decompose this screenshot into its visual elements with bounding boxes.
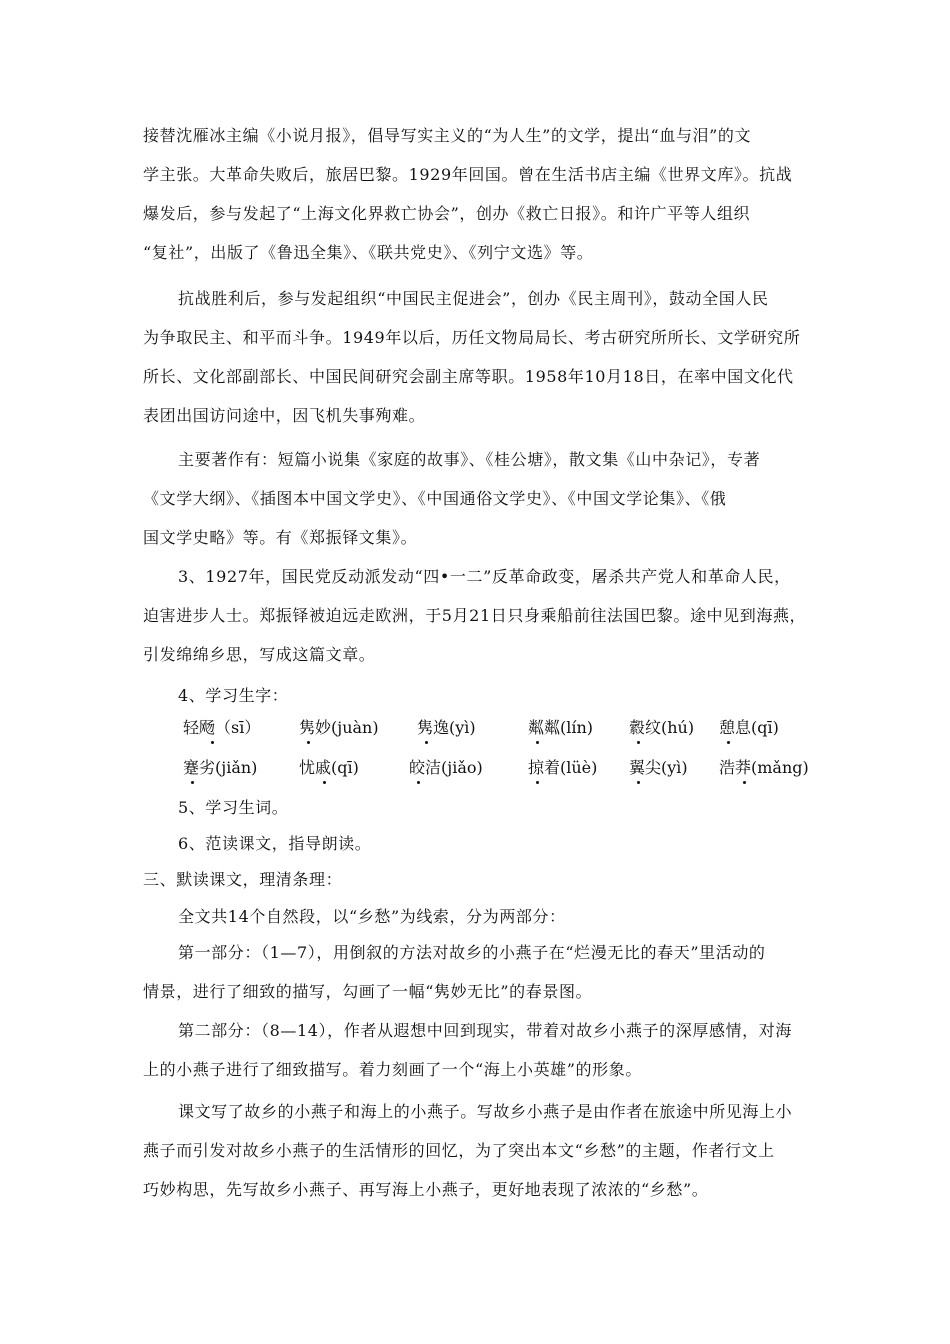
body-line: “复社”，出版了《鲁迅全集》、《联共党史》、《列宁文选》等。 <box>143 243 594 262</box>
body-line: 主要著作有：短篇小说集《家庭的故事》、《桂公塘》，散文集《山中杂记》，专著 <box>178 450 761 469</box>
emphasis-dot <box>417 781 420 784</box>
body-line: 全文共14个自然段，以“乡愁”为线索，分为两部分： <box>178 907 566 926</box>
emphasis-dot <box>743 781 746 784</box>
emphasis-dot <box>211 741 214 744</box>
body-line: 第二部分：（8—14），作者从遐想中回到现实，带着对故乡小燕子的深厚感情，对海 <box>178 1021 792 1040</box>
emphasis-dot <box>536 781 539 784</box>
body-line: 5、学习生词。 <box>178 798 289 817</box>
emphasis-dot <box>425 741 428 744</box>
body-line: 引发绵绵乡思，写成这篇文章。 <box>143 645 376 664</box>
emphasis-dot <box>727 741 730 744</box>
emphasis-dot <box>536 741 539 744</box>
body-line: 国文学史略》等。有《郑振铎文集》。 <box>143 528 418 547</box>
body-line: 《文学大纲》、《插图本中国文学史》、《中国通俗文学史》、《中国文学论集》、《俄 <box>143 489 727 508</box>
emphasis-dot <box>307 741 310 744</box>
body-line: 迫害进步人士。郑振铎被迫远走欧洲，于5月21日只身乘船前往法国巴黎。途中见到海燕， <box>143 606 807 625</box>
vocab-item: 浩莽(mǎng) <box>719 758 809 777</box>
body-line: 6、范读课文，指导朗读。 <box>178 834 372 853</box>
body-line: 情景，进行了细致的描写，勾画了一幅“隽妙无比”的春景图。 <box>143 982 593 1001</box>
body-line: 学主张。大革命失败后，旅居巴黎。1929年回国。曾在生活书店主编《世界文库》。抗战 <box>143 165 793 184</box>
body-line: 接替沈雁冰主编《小说月报》，倡导写实主义的“为人生”的文学，提出“血与泪”的文 <box>143 126 752 145</box>
vocab-item: 粼粼(lín) <box>528 718 594 737</box>
emphasis-dot <box>637 741 640 744</box>
vocab-item: 憩息(qī) <box>719 718 779 737</box>
vocab-item: 縠纹(hú) <box>629 718 695 737</box>
body-line: 为争取民主、和平而斗争。1949年以后，历任文物局局长、考古研究所所长、文学研究所 <box>143 328 801 347</box>
emphasis-dot <box>637 781 640 784</box>
vocab-item: 轻飏（sī） <box>183 718 261 737</box>
body-line: 所长、文化部副部长、中国民间研究会副主席等职。1958年10月18日，在率中国文化代 <box>143 367 794 386</box>
vocab-item: 掠着(lüè) <box>528 758 598 777</box>
body-line: 巧妙构思，先写故乡小燕子、再写海上小燕子，更好地表现了浓浓的“乡愁”。 <box>143 1180 709 1199</box>
vocab-item: 忧戚(qī) <box>299 758 359 777</box>
body-line: 课文写了故乡的小燕子和海上的小燕子。写故乡小燕子是由作者在旅途中所见海上小 <box>178 1102 793 1121</box>
vocab-item: 隽逸(yì) <box>417 718 476 737</box>
emphasis-dot <box>191 781 194 784</box>
vocab-item: 蹇劣(jiǎn) <box>183 758 258 777</box>
body-line: 上的小燕子进行了细致描写。着力刻画了一个“海上小英雄”的形象。 <box>143 1060 642 1079</box>
body-line: 4、学习生字： <box>178 686 289 705</box>
body-line: 抗战胜利后，参与发起组织“中国民主促进会”，创办《民主周刊》，鼓动全国人民 <box>178 289 769 308</box>
vocab-item: 翼尖(yì) <box>629 758 688 777</box>
section-heading: 三、默读课文，理清条理： <box>143 870 343 889</box>
body-line: 爆发后，参与发起了“上海文化界救亡协会”，创办《救亡日报》。和许广平等人组织 <box>143 204 751 223</box>
body-line: 3、1927年，国民党反动派发动“四•一二”反革命政变，屠杀共产党人和革命人民， <box>178 567 791 586</box>
vocab-item: 隽妙(juàn) <box>299 718 379 737</box>
body-line: 第一部分：（1—7），用倒叙的方法对故乡的小燕子在“烂漫无比的春天”里活动的 <box>178 943 766 962</box>
vocab-item: 皎洁(jiǎo) <box>409 758 483 777</box>
body-line: 表团出国访问途中，因飞机失事殉难。 <box>143 406 426 425</box>
body-line: 燕子而引发对故乡小燕子的生活情形的回忆，为了突出本文“乡愁”的主题，作者行文上 <box>143 1141 775 1160</box>
emphasis-dot <box>323 781 326 784</box>
